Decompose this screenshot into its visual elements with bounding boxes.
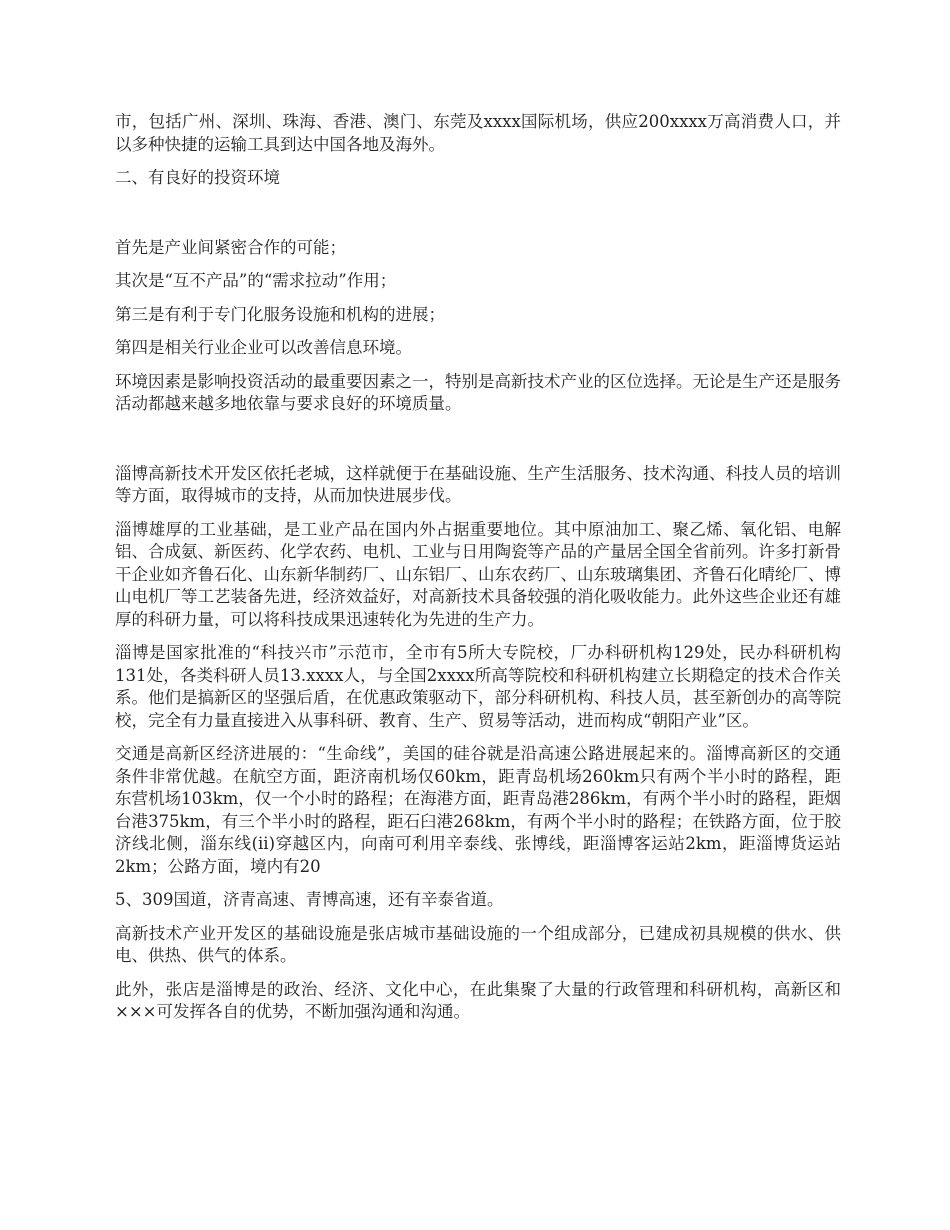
paragraph-transport: 交通是高新区经济进展的：“生命线”，美国的硅谷就是沿高速公路进展起来的。淄博高新区的交通条件非常优越。在航空方面，距济南机场仅60km，距青岛机场260km只有两个半小时的路程，距东营机场103km，仅一个小时的路程；在海港方面，距青岛港286km，有两个半小时的路程，距烟台港375km，有三个半小时的路程，距石臼港268km，有两个半小时的路程；在铁路方面，位于胶济线北侧，淄东线(ii)穿越区内，向南可利用辛泰线、张博线，距淄博客运站2km，距淄博货运站2km；公路方面，境内有20 — [115, 744, 841, 876]
paragraph-zhangdian: 此外，张店是淄博是的政治、经济、文化中心，在此集聚了大量的行政管理和科研机构，高新区和×××可发挥各自的优势，不断加强沟通和沟通。 — [115, 979, 841, 1021]
paragraph-highways: 5、309国道，济青高速、青博高速，还有辛泰省道。 — [115, 890, 504, 909]
paragraph-industry: 淄博雄厚的工业基础，是工业产品在国内外占据重要地位。其中原油加工、聚乙烯、氧化铝、电解铝、合成氨、新医药、化学农药、电机、工业与日用陶瓷等产品的产量居全国全省前列。许多打新骨干企业如齐鲁石化、山东新华制药厂、山东铝厂、山东农药厂、山东玻璃集团、齐鲁石化晴纶厂、博山电机厂等工艺装备先进，经济效益好，对高新技术具备较强的消化吸收能力。此外这些企业还有雄厚的科研力量，可以将科技成果迅速转化为先进的生产力。 — [115, 519, 841, 629]
paragraph-point-2: 其次是“互不产品”的“需求拉动”作用； — [115, 271, 397, 290]
paragraph-point-4: 第四是相关行业企业可以改善信息环境。 — [115, 338, 412, 357]
paragraph-old-city: 淄博高新技术开发区依托老城，这样就便于在基础设施、生产生活服务、技术沟通、科技人员的培训等方面，取得城市的支持，从而加快进展步伐。 — [115, 463, 841, 505]
blank-space — [115, 201, 841, 237]
blank-space — [115, 427, 841, 463]
paragraph-infrastructure: 高新技术产业开发区的基础设施是张店城市基础设施的一个组成部分，已建成初具规模的供水、供电、供热、供气的体系。 — [115, 923, 841, 965]
paragraph-point-1: 首先是产业间紧密合作的可能； — [115, 237, 346, 257]
paragraph-point-3: 第三是有利于专门化服务设施和机构的进展； — [115, 304, 445, 324]
paragraph-environment: 环境因素是影响投资活动的最重要因素之一，特别是高新技术产业的区位选择。无论是生产还是服务活动都越来越多地依靠与要求良好的环境质量。 — [115, 371, 841, 413]
paragraph-science: 淄博是国家批准的“科技兴市”示范市，全市有5所大专院校，厂办科研机构129处，民办科研机构131处，各类科研人员13.xxxx人，与全国2xxxx所高等院校和科研机构建立长期稳定的技术合作关系。他们是搞新区的坚强后盾，在优惠政策驱动下，部分科研机构、科技人员，甚至新创办的高等院校，完全有力量直接进入从事科研、教育、生产、贸易等活动，进而构成“朝阳产业”区。 — [115, 643, 841, 730]
document-page — [115, 111, 841, 1035]
section-heading: 二、有良好的投资环境 — [115, 168, 280, 187]
paragraph-intro: 市，包括广州、深圳、珠海、香港、澳门、东莞及xxxx国际机场，供应200xxxx万高消费人口，并以多种快捷的运输工具到达中国各地及海外。 — [115, 112, 841, 154]
